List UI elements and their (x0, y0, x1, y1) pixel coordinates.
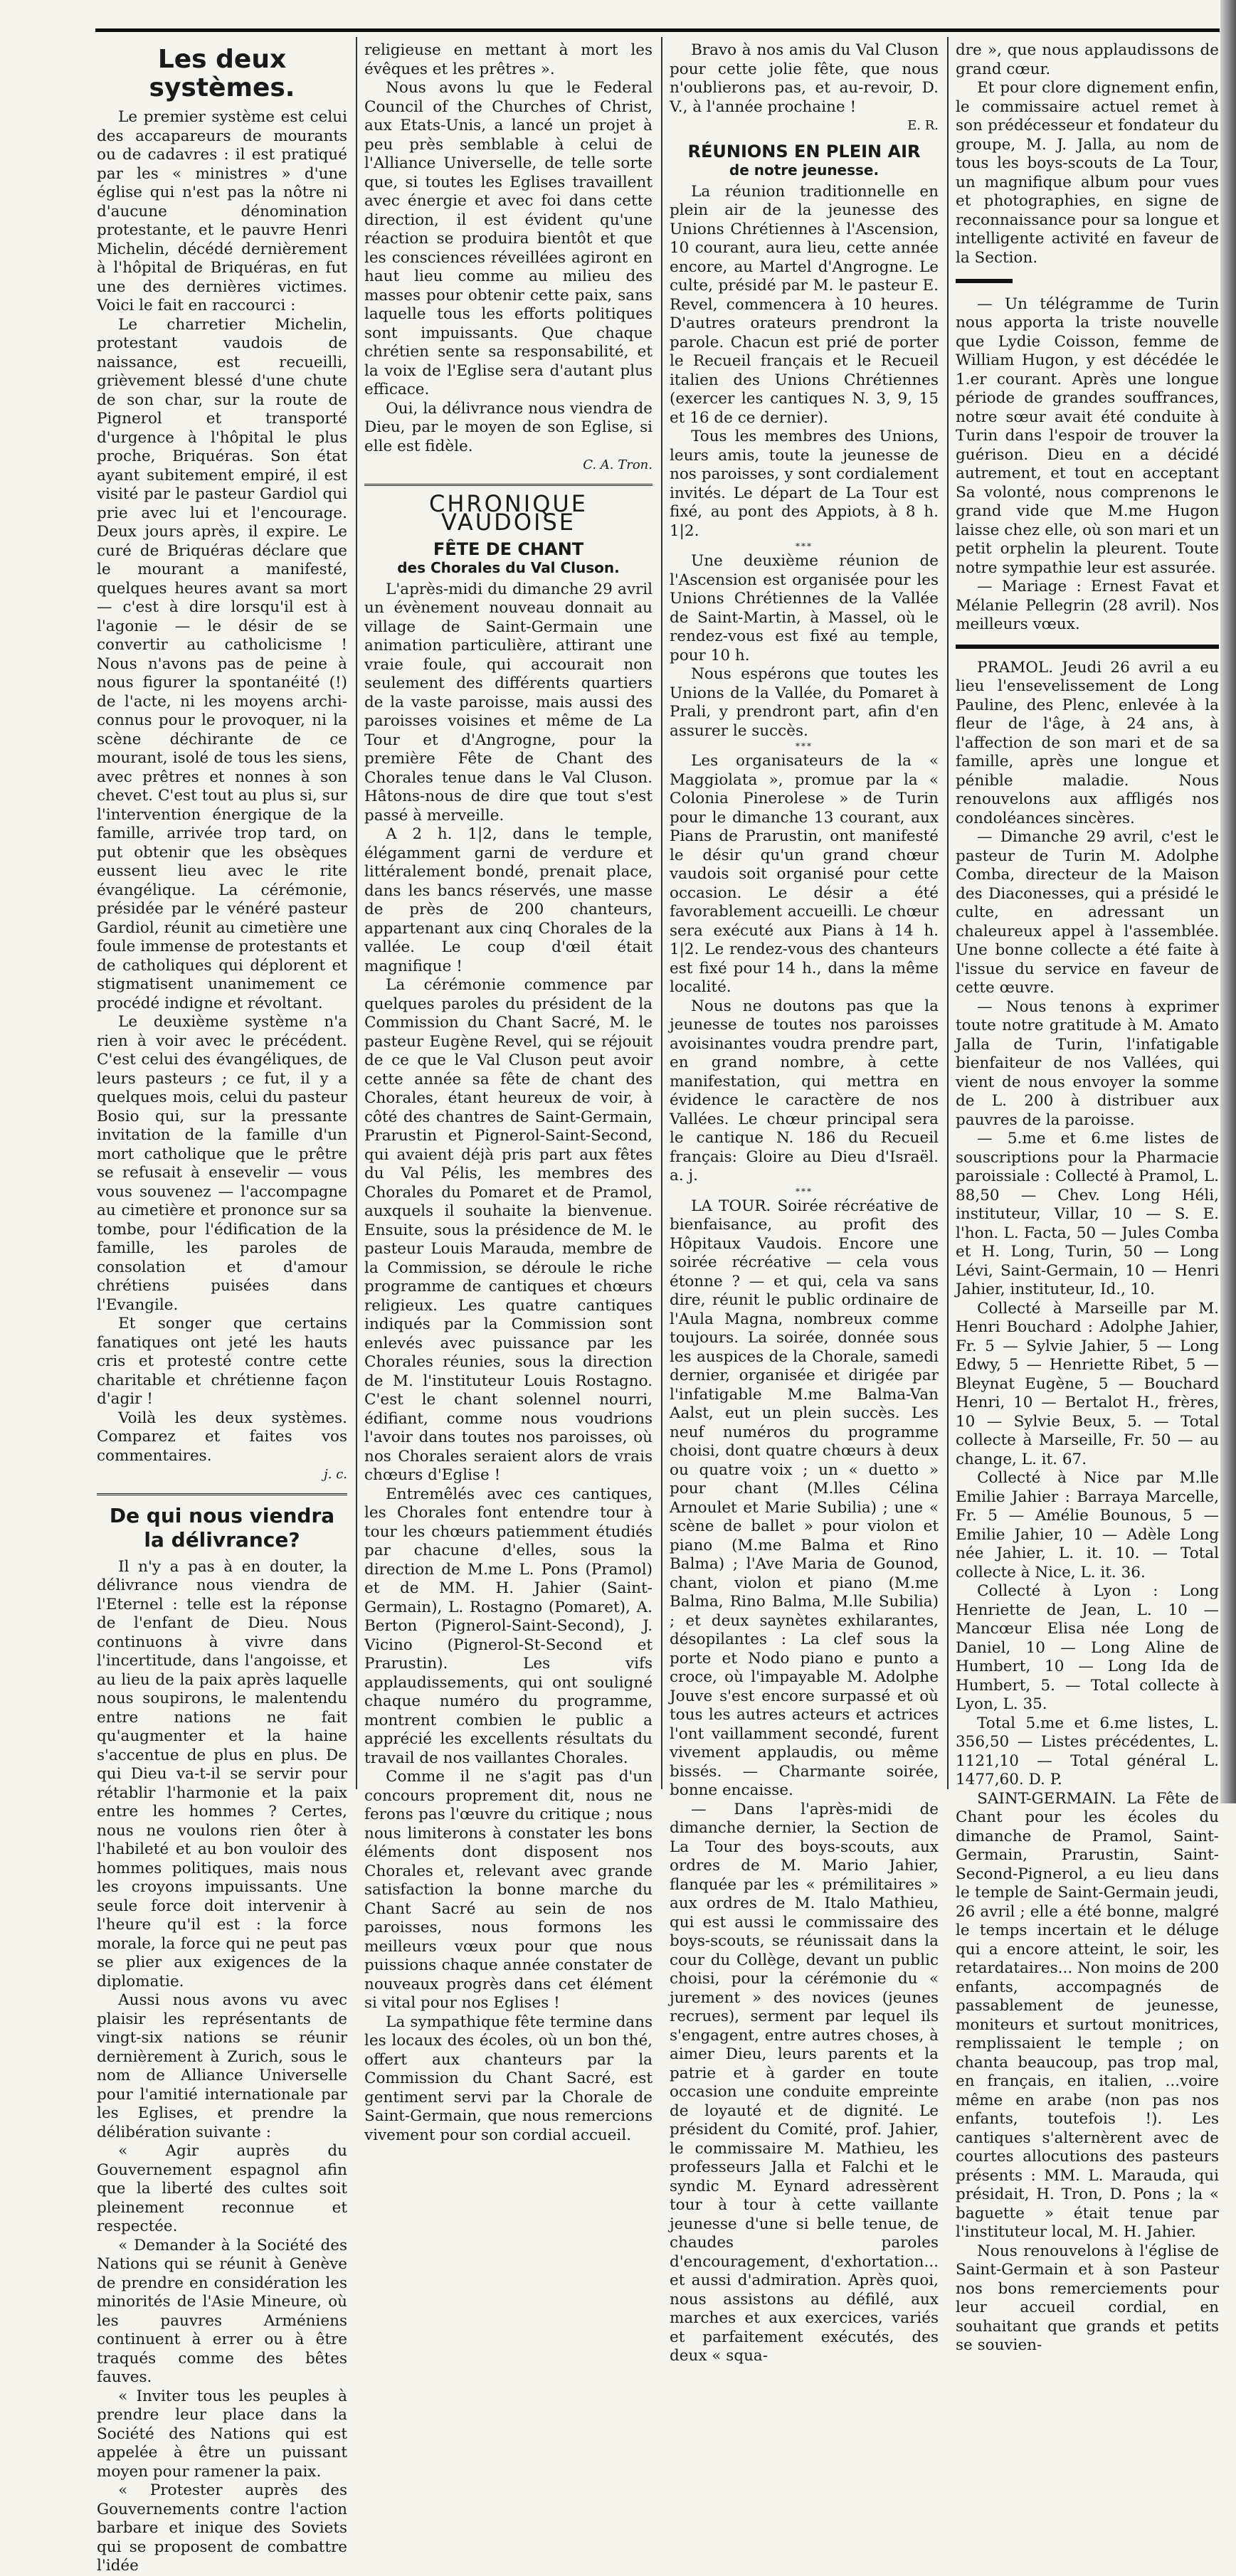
separator-stars: *** (796, 541, 813, 551)
column-rule-1 (356, 37, 357, 1789)
paragraph: Total 5.me et 6.me listes, L. 356,50 — Listes précédentes, L. 1121,10 — Total général L. 1477,60. D. P. (956, 1714, 1219, 1788)
section-marker (956, 272, 1219, 291)
page-edge-shadow (1220, 0, 1236, 1803)
column-2 (364, 41, 653, 2144)
paragraph: Voilà les deux systèmes. Comparez et faites vos commentaires. (97, 1409, 347, 1465)
paragraph: Nous espérons que toutes les Unions de la Vallée, du Pomaret à Prali, y prendront part, afin d'en assurer le succès. (670, 665, 939, 740)
column-rule-2 (661, 37, 662, 1789)
paragraph: Nous renouvelons à l'église de Saint-Germain et à son Pasteur nos bons remerciements pour leur accueil cordial, en souhaitant que grands et petits se souvien- (956, 2242, 1219, 2354)
paragraph: religieuse en mettant à mort les évêques et les prêtres ». (364, 41, 653, 78)
separator-stars: *** (796, 1186, 813, 1197)
paragraph: dre », que nous applaudissons de grand cœur. (956, 41, 1219, 78)
paragraph: La sympathique fête termine dans les locaux des écoles, où un bon thé, offert aux chanteurs par la Commission du Chant Sacré, est gentiment servi par la Chorale de Saint-Germain, que nous remercions vivement pour son cordial accueil. (364, 2013, 653, 2144)
paragraph: — Mariage : Ernest Favat et Mélanie Pellegrin (28 avril). Nos meilleurs vœux. (956, 578, 1219, 633)
paragraph: Collecté à Marseille par M. Henri Bouchard : Adolphe Jahier, Fr. 5 — Sylvie Jahier, 5 — Long Edwy, 5 — Henriette Ribet, 5 — Bleynat Eugène, 5 — Bouchard Henri, 10 — Bertalot H., frères, 10 — Sylvie Beux, 5. — Total collecte à Marseille, Fr. 50 — au change, L. it. 67. (956, 1299, 1219, 1468)
paragraph: La réunion traditionnelle en plein air de la jeunesse des Unions Chrétiennes à l'Ascension, 10 courant, aura lieu, cette année encore, au Martel d'Angrogne. Le culte, présidé par M. le pasteur E. Revel, commencera à 10 heures. D'autres orateurs prendront la parole. Chacun est prié de porter le Recueil français et le Recueil italien des Unions Chrétiennes (exercer les cantiques N. 3, 9, 15 et 16 de ce dernier). (670, 182, 939, 427)
column-1 (97, 41, 347, 2575)
paragraph: Aussi nous avons vu avec plaisir les représentants de vingt-six nations se réunir dernièrement à Zurich, sous le nom de Alliance Universelle pour l'amitié internationale par les Eglises, et prendre la délibération suivante : (97, 1991, 347, 2141)
paragraph: SAINT-GERMAIN. La Fête de Chant pour les écoles du dimanche de Pramol, Saint-Germain, Prarustin, Saint-Second-Pignerol, a eu lieu dans le temple de Saint-Germain jeudi, 26 avril ; elle a été bonne, malgré le temps incertain et le déluge qui a encore atteint, le soir, les retardataires... Non moins de 200 enfants, accompagnés de passablement de jeunesse, moniteurs et surtout monitrices, remplissaient le temple ; on chanta beaucoup, pas trop mal, en français, en italien, ...voire même en arabe (non pas nos enfants, toutefois !). Les cantiques s'alternèrent avec de courtes allocutions des pasteurs présents : MM. L. Marauda, qui présidait, H. Tron, D. Pons ; la « baguette » était tenue par l'instituteur local, M. H. Jahier. (956, 1789, 1219, 2241)
section-title-chronique: CHRONIQUE VAUDOISE (428, 489, 588, 536)
black-dash-mark (956, 279, 1013, 283)
paragraph: Collecté à Nice par M.lle Emilie Jahier : Barraya Marcelle, Fr. 5 — Amélie Bounous, 5 — Emilie Jahier, 10 — Adèle Long née Jahier, L. it. 10. — Total collecte à Nice, L. it. 36. (956, 1469, 1219, 1581)
article-title-fete-de-chant: FÊTE DE CHANT (433, 539, 584, 559)
signature: E. R. (907, 118, 939, 133)
paragraph: Nous ne doutons pas que la jeunesse de toutes nos paroisses avoisinantes voudra prendre part, en grand nombre, à cette manifestation, qui mettra en évidence le caractère de nos Vallées. Le chœur principal sera le cantique N. 186 du Recueil français: Gloire au Dieu d'Israël. a. j. (670, 997, 939, 1184)
paragraph: « Protester auprès des Gouvernements contre l'action barbare et inique des Soviets qui se proposent de combattre l'idée (97, 2481, 347, 2575)
separator (956, 645, 1219, 649)
article-title-deux-systemes: Les deux systèmes. (149, 45, 295, 102)
paragraph: « Agir auprès du Gouvernement espagnol afin que la liberté des cultes soit pleinement reconnue et respectée. (97, 2142, 347, 2235)
paragraph: « Inviter tous les peuples à prendre leur place dans la Société des Nations qui est appelée à être un puissant moyen pour ramener la paix. (97, 2387, 347, 2481)
article-title-reunions: RÉUNIONS EN PLEIN AIR (687, 141, 921, 161)
paragraph: Et pour clore dignement enfin, le commissaire actuel remet à son prédécesseur et fondateur du groupe, M. J. Jalla, au nom de tous les boys-scouts de La Tour, un magnifique album pour vues et photographies, en signe de reconnaissance pour sa longue et intelligente activité en faveur de la Section. (956, 79, 1219, 267)
paragraph: La cérémonie commence par quelques paroles du président de la Commission du Chant Sacré, M. le pasteur Eugène Revel, qui se réjouit de ce que le Val Cluson peut avoir cette année sa fête de chant des Chorales, étant heureux de voir, à côté des chantres de Saint-Germain, Prarustin et Pignerol-Saint-Second, qui avaient déjà pris part aux fêtes du Val Pélis, les membres des Chorales du Pomaret et de Pramol, auxquels il souhaite la bienvenue. Ensuite, sous la présidence de M. le pasteur Louis Marauda, membre de la Commission, se déroule le riche programme de cantiques et chœurs religieux. Les quatre cantiques indiqués par la Commission sont enlevés avec puissance par les Chorales réunies, sous la direction de M. l'instituteur Louis Rostagno. C'est le chant solennel nourri, édifiant, comme nous voudrions l'avoir dans toutes nos paroisses, où nos Chorales seraient alors de vrais chœurs d'Eglise ! (364, 976, 653, 1484)
paragraph: Tous les membres des Unions, leurs amis, toute la jeunesse de nos paroisses, y sont cordialement invités. Le départ de La Tour est fixé, au pont des Appiots, à 8 h. 1|2. (670, 428, 939, 540)
paragraph: Collecté à Lyon : Long Henriette de Jean, L. 10 — Mancœur Elisa née Long de Daniel, 10 — Long Aline de Humbert, 10 — Long Ida de Humbert, 5. — Total collecte à Lyon, L. 35. (956, 1582, 1219, 1713)
paragraph: Bravo à nos amis du Val Cluson pour cette jolie fête, que nous n'oublierons pas, et au-revoir, D. V., à l'année prochaine ! (670, 41, 939, 116)
article-subtitle: de notre jeunesse. (729, 161, 880, 179)
paragraph: Une deuxième réunion de l'Ascension est organisée pour les Unions Chrétiennes de la Vallée de Saint-Martin, à Massel, où le rendez-vous est fixé au temple, pour 10 h. (670, 552, 939, 664)
article-title-delivrance: De qui nous viendra la délivrance? (109, 1503, 335, 1552)
paragraph: Le deuxième système n'a rien à voir avec le précédent. C'est celui des évangéliques, de leurs pasteurs ; ce fut, il y a quelques mois, celui du pasteur Bosio qui, sur la pressante invitation de la famille d'un mort catholique que le prêtre se refusait à ensevelir — vous vous souvenez — l'accompagne au cimetière et prononce sur sa tombe, pour l'édification de la famille, les paroles de consolation et d'amour chrétiens puisées dans l'Evangile. (97, 1013, 347, 1314)
paragraph: A 2 h. 1|2, dans le temple, élégamment garni de verdure et littéralement bondé, prenait place, dans les bancs réservés, une masse de près de 200 chanteurs, appartenant aux cinq Chorales de la vallée. Le coup d'œil était magnifique ! (364, 825, 653, 975)
signature: C. A. Tron. (583, 457, 653, 472)
paragraph: — 5.me et 6.me listes de souscriptions pour la Pharmacie paroissiale : Collecté à Pramol, L. 88,50 — Chev. Long Héli, instituteur, Villar, 10 — S. E. l'hon. L. Facta, 50 — Jules Comba et H. Long, Turin, 50 — Long Lévi, Saint-Germain, 10 — Henri Jahier, instituteur, Id., 10. (956, 1130, 1219, 1298)
paragraph: Entremêlés avec ces cantiques, les Chorales font entendre tour à tour les chœurs patiemment étudiés par chacune d'elles, sous la direction de M.me L. Pons (Pramol) et de MM. H. Jahier (Saint-Germain), L. Rostagno (Pomaret), A. Berton (Pignerol-Saint-Second), J. Vicino (Pignerol-St-Second et Prarustin). Les vifs applaudissements, qui ont souligné chaque numéro du programme, montrent combien le public a apprécié les excellents résultats du travail de nos vaillantes Chorales. (364, 1485, 653, 1767)
signature: j. c. (324, 1467, 347, 1482)
paragraph: — Dimanche 29 avril, c'est le pasteur de Turin M. Adolphe Comba, directeur de la Maison des Diaconesses, qui a présidé le culte, en adressant un chaleureux appel à l'assemblée. Une bonne collecte a été faite à l'issue du service en faveur de cette œuvre. (956, 828, 1219, 997)
paragraph: Et songer que certains fanatiques ont jeté les hauts cris et protesté contre cette charitable et chrétienne façon d'agir ! (97, 1315, 347, 1408)
paragraph: Les organisateurs de la « Maggiolata », promue par la « Colonia Pinerolese » de Turin pour le dimanche 13 courant, aux Pians de Prarustin, ont manifesté le désir qu'un grand chœur vaudois soit organisé pour cette occasion. Le désir a été favorablement accueilli. Le chœur sera exécuté aux Pians à 14 h. 1|2. Le rendez-vous des chanteurs est fixé pour 14 h., dans la même localité. (670, 752, 939, 996)
column-4 (956, 41, 1219, 2354)
paragraph: Il n'y a pas à en douter, la délivrance nous viendra de l'Eternel : telle est la réponse de l'enfant de Dieu. Nous continuons à vivre dans l'incertitude, dans l'angoisse, et au lieu de la paix après laquelle nous soupirons, le malentendu entre nations ne fait qu'augmenter et la haine s'accentue de plus en plus. De qui Dieu va-t-il se servir pour rétablir l'harmonie et la paix entre les hommes ? Certes, nous ne voulons rien ôter à l'habileté et au bon vouloir des hommes politiques, mais nous les croyons impuissants. Une seule force doit intervenir à l'heure qu'il est : la force morale, la force qui ne peut pas se plier aux exigences de la diplomatie. (97, 1557, 347, 1991)
separator (97, 1493, 347, 1495)
paragraph: L'après-midi du dimanche 29 avril un évènement nouveau donnait au village de Saint-Germain une animation particulière, attirant une vraie foule, qui accourait non seulement des différents quartiers de la vaste paroisse, mais aussi des paroisses voisines et même de La Tour et d'Angrogne, pour la première Fête de Chant des Chorales tenue dans le Val Cluson. Hâtons-nous de dire que tout s'est passé à merveille. (364, 580, 653, 825)
paragraph: « Demander à la Société des Nations qui se réunit à Genève de prendre en considération les minorités de l'Asie Mineure, où les pauvres Arméniens continuent à errer ou à être traqués comme des bêtes fauves. (97, 2236, 347, 2386)
article-subtitle: des Chorales du Val Cluson. (397, 558, 620, 576)
paragraph: LA TOUR. Soirée récréative de bienfaisance, au profit des Hôpitaux Vaudois. Encore une soirée récréative — cela vous étonne ? — et qui, cela va sans dire, réunit le public ordinaire de l'Aula Magna, nombreux comme toujours. La soirée, donnée sous les auspices de la Chorale, samedi dernier, organisée et dirigée par l'infatigable M.me Balma-Van Aalst, eut un plein succès. Les neuf numéros du programme choisi, dont quatre chœurs à deux ou quatre voix ; un « duetto » pour chant (M.lles Célina Arnoulet et Marie Subilia) ; une « scène de ballet » pour violon et piano (M.me Balma et Rino Balma) ; l'Ave Maria de Gounod, chant, violon et piano (M.me Balma, Rino Balma, M.lle Subilia) ; et deux saynètes exhilarantes, désopilantes : La clef sous la porte et Nodo piano e punto a croce, où l'impayable M. Adolphe Jouve s'est encore surpassé et où tous les autres acteurs et actrices l'ont vaillamment secondé, furent vivement applaudis, ou même bissés. — Charmante soirée, bonne encaisse. (670, 1197, 939, 1799)
column-rule-3 (947, 37, 949, 1789)
paragraph: Le charretier Michelin, protestant vaudois de naissance, est recueilli, grièvement blessé d'une chute de son char, sur la route de Pignerol et transporté d'urgence à l'hôpital le plus proche, Briquéras. Son état ayant subitement empiré, il est visité par le pasteur Gardiol qui prie avec lui et l'encourage. Deux jours après, il expire. Le curé de Briquéras déclare que le mourant a manifesté, quelques heures avant sa mort — c'est à dire lorsqu'il est à l'agonie — le désir de se convertir au catholicisme ! Nous n'avons pas de peine à nous figurer la spontanéité (!) de l'acte, ni les moyens archi-connus pour le provoquer, ni la scène déchirante de ce mourant, isolé de tous les siens, avec prêtres et nonnes à son chevet. C'est tout au plus si, sur l'intervention énergique de la famille, arrivée trop tard, on put obtenir que les obsèques eussent lieu avec le rite évangélique. La cérémonie, présidée par le vénéré pasteur Gardiol, réunit au cimetière une foule immense de protestants et de catholiques qui déplorent et stigmatisent unanimement ce procédé indigne et révoltant. (97, 315, 347, 1012)
separator (364, 484, 653, 486)
paragraph: Le premier système est celui des accapareurs de mourants ou de cadavres : il est pratiqué par les « ministres » d'une église qui n'est pas la nôtre ni d'aucune dénomination protestante, et le pauvre Henri Michelin, décédé dernièrement à l'hôpital de Briquéras, en fut une des dernières victimes. Voici le fait en raccourci : (97, 108, 347, 314)
paragraph: Oui, la délivrance nous viendra de Dieu, par le moyen de son Eglise, si elle est fidèle. (364, 399, 653, 455)
column-3 (670, 41, 939, 2365)
paragraph: Nous avons lu que le Federal Council of the Churches of Christ, aux Etats-Unis, a lancé un projet à peu près semblable à celui de l'Alliance Universelle, de telle sorte que, si toutes les Eglises travaillent avec énergie et avec foi dans cette direction, il est évident qu'une réaction se produira bientôt et que les consciences réveillées agiront en haut lieu comme au milieu des masses pour obtenir cette paix, sans laquelle tous les efforts politiques sont impuissants. Que chaque chrétien sente sa responsabilité, et la voix de l'Eglise sera d'autant plus efficace. (364, 79, 653, 398)
top-rule (95, 28, 1220, 32)
paragraph: — Dans l'après-midi de dimanche dernier, la Section de La Tour des boys-scouts, aux ordres de M. Mario Jahier, flanquée par les « prémilitaires » aux ordres de M. Italo Mathieu, qui est aussi le commissaire des boys-scouts, se réunissait dans la cour du Collège, devant un public choisi, pour la cérémonie du « jurement » des novices (jeunes recrues), serment par lequel ils s'engagent, entre autres choses, à aimer Dieu, leurs parents et la patrie et à garder en toute occasion une conduite empreinte de loyauté et de dignité. Le président du Comité, prof. Jahier, le commissaire M. Mathieu, les professeurs Jalla et Falchi et le syndic M. Eynard adressèrent tour à tour à cette vaillante jeunesse d'une si belle tenue, de chaudes paroles d'encouragement, d'exhortation... et aussi d'admiration. Après quoi, nous assistons au défilé, aux marches et aux exercices, variés et parfaitement exécutés, des deux « squa- (670, 1800, 939, 2365)
paragraph: — Nous tenons à exprimer toute notre gratitude à M. Amato Jalla de Turin, l'infatigable bienfaiteur de nos Vallées, qui vient de nous envoyer la somme de L. 200 à distribuer aux pauvres de la paroisse. (956, 997, 1219, 1129)
separator-stars: *** (796, 741, 813, 751)
paragraph: PRAMOL. Jeudi 26 avril a eu lieu l'ensevelissement de Long Pauline, des Plenc, enlevée à la fleur de l'âge, à 24 ans, à l'affection de son mari et de sa famille, après une longue et pénible maladie. Nous renouvelons aux affligés nos condoléances sincères. (956, 658, 1219, 827)
paragraph: — Un télégramme de Turin nous apporta la triste nouvelle que Lydie Coisson, femme de William Hugon, y est décédée le 1.er courant. Après une longue période de grandes souffrances, notre sœur avait été conduite à Turin dans l'espoir de trouver la guérison. Dieu en a décidé autrement, et tout en acceptant Sa volonté, nous comprenons le grand vide que M.me Hugon laisse chez elle, où son mari et un petit orphelin la pleurent. Toute notre sympathie leur est assurée. (956, 295, 1219, 577)
paragraph: Comme il ne s'agit pas d'un concours proprement dit, nous ne ferons pas l'œuvre du critique ; nous nous limiterons à constater les bons éléments dont disposent nos Chorales et, relevant avec grande satisfaction la bonne marche du Chant Sacré au sein de nos paroisses, nous formons les meilleurs vœux pour que nous puissions chaque année constater de nouveaux progrès dans cet élément si vital pour nos Eglises ! (364, 1768, 653, 2012)
